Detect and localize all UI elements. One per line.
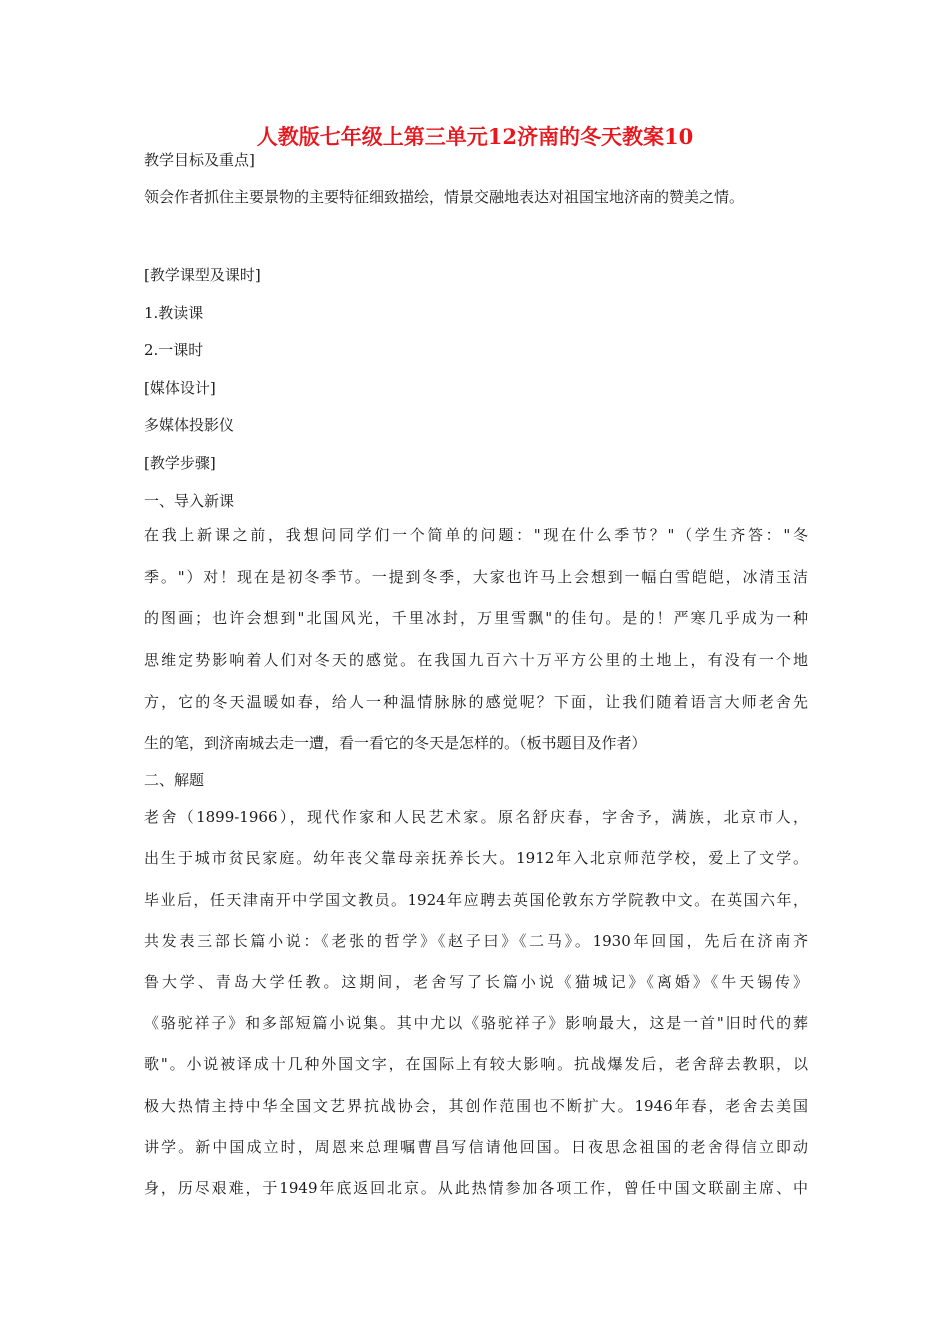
paragraph-line: 《骆驼祥子》和多部短篇小说集。其中尤以《骆驼祥子》影响最大，这是一首"旧时代的葬	[144, 1014, 808, 1032]
paragraph-line: 老舍（1899-1966），现代作家和人民艺术家。原名舒庆春，字舍予，满族，北京市人，	[144, 808, 808, 826]
text-line: 2.一课时	[144, 341, 204, 359]
text-line: 多媒体投影仪	[144, 416, 235, 434]
paragraph-line: 鲁大学、青岛大学任教。这期间，老舍写了长篇小说《猫城记》《离婚》《牛天锡传》	[144, 973, 808, 991]
paragraph-line: 身，历尽艰难，于1949年底返回北京。从此热情参加各项工作，曾任中国文联副主席、中	[144, 1179, 808, 1197]
paragraph-line: 季。"）对！现在是初冬季节。一提到冬季，大家也许马上会想到一幅白雪皑皑，冰清玉洁	[144, 568, 808, 586]
paragraph-line: 思维定势影响着人们对冬天的感觉。在我国九百六十万平方公里的土地上，有没有一个地	[144, 651, 808, 669]
paragraph-line: 生的笔，到济南城去走一遭，看一看它的冬天是怎样的。（板书题目及作者）	[144, 734, 647, 752]
document-title: 人教版七年级上第三单元12济南的冬天教案10	[256, 124, 694, 149]
text-line: [媒体设计]	[144, 379, 216, 397]
text-line: 1.教读课	[144, 304, 204, 322]
text-line: 领会作者抓住主要景物的主要特征细致描绘，情景交融地表达对祖国宝地济南的赞美之情。	[144, 188, 745, 206]
section-heading: 二、解题	[144, 771, 205, 789]
paragraph-line: 毕业后，任天津南开中学国文教员。1924年应聘去英国伦敦东方学院教中文。在英国六年，	[144, 891, 808, 909]
paragraph-line: 歌"。小说被译成十几种外国文字，在国际上有较大影响。抗战爆发后，老舍辞去教职，以	[144, 1055, 808, 1073]
paragraph-line: 在我上新课之前，我想问同学们一个简单的问题："现在什么季节？"（学生齐答："冬	[144, 526, 808, 544]
paragraph-line: 出生于城市贫民家庭。幼年丧父靠母亲抚养长大。1912年入北京师范学校，爱上了文学。	[144, 849, 808, 867]
paragraph-line: 的图画；也许会想到"北国风光，千里冰封，万里雪飘"的佳句。是的！严寒几乎成为一种	[144, 609, 808, 627]
paragraph-line: 极大热情主持中华全国文艺界抗战协会，其创作范围也不断扩大。1946年春，老舍去美国	[144, 1097, 808, 1115]
text-line: 教学目标及重点]	[144, 151, 255, 169]
section-heading: 一、导入新课	[144, 492, 235, 510]
paragraph-line: 讲学。新中国成立时，周恩来总理嘱曹昌写信请他回国。日夜思念祖国的老舍得信立即动	[144, 1138, 808, 1156]
text-line: [教学课型及课时]	[144, 266, 261, 284]
paragraph-line: 方，它的冬天温暖如春，给人一种温情脉脉的感觉呢？下面，让我们随着语言大师老舍先	[144, 693, 808, 711]
paragraph-line: 共发表三部长篇小说：《老张的哲学》《赵子曰》《二马》。1930年回国，先后在济南齐	[144, 932, 808, 950]
text-line: [教学步骤]	[144, 454, 216, 472]
